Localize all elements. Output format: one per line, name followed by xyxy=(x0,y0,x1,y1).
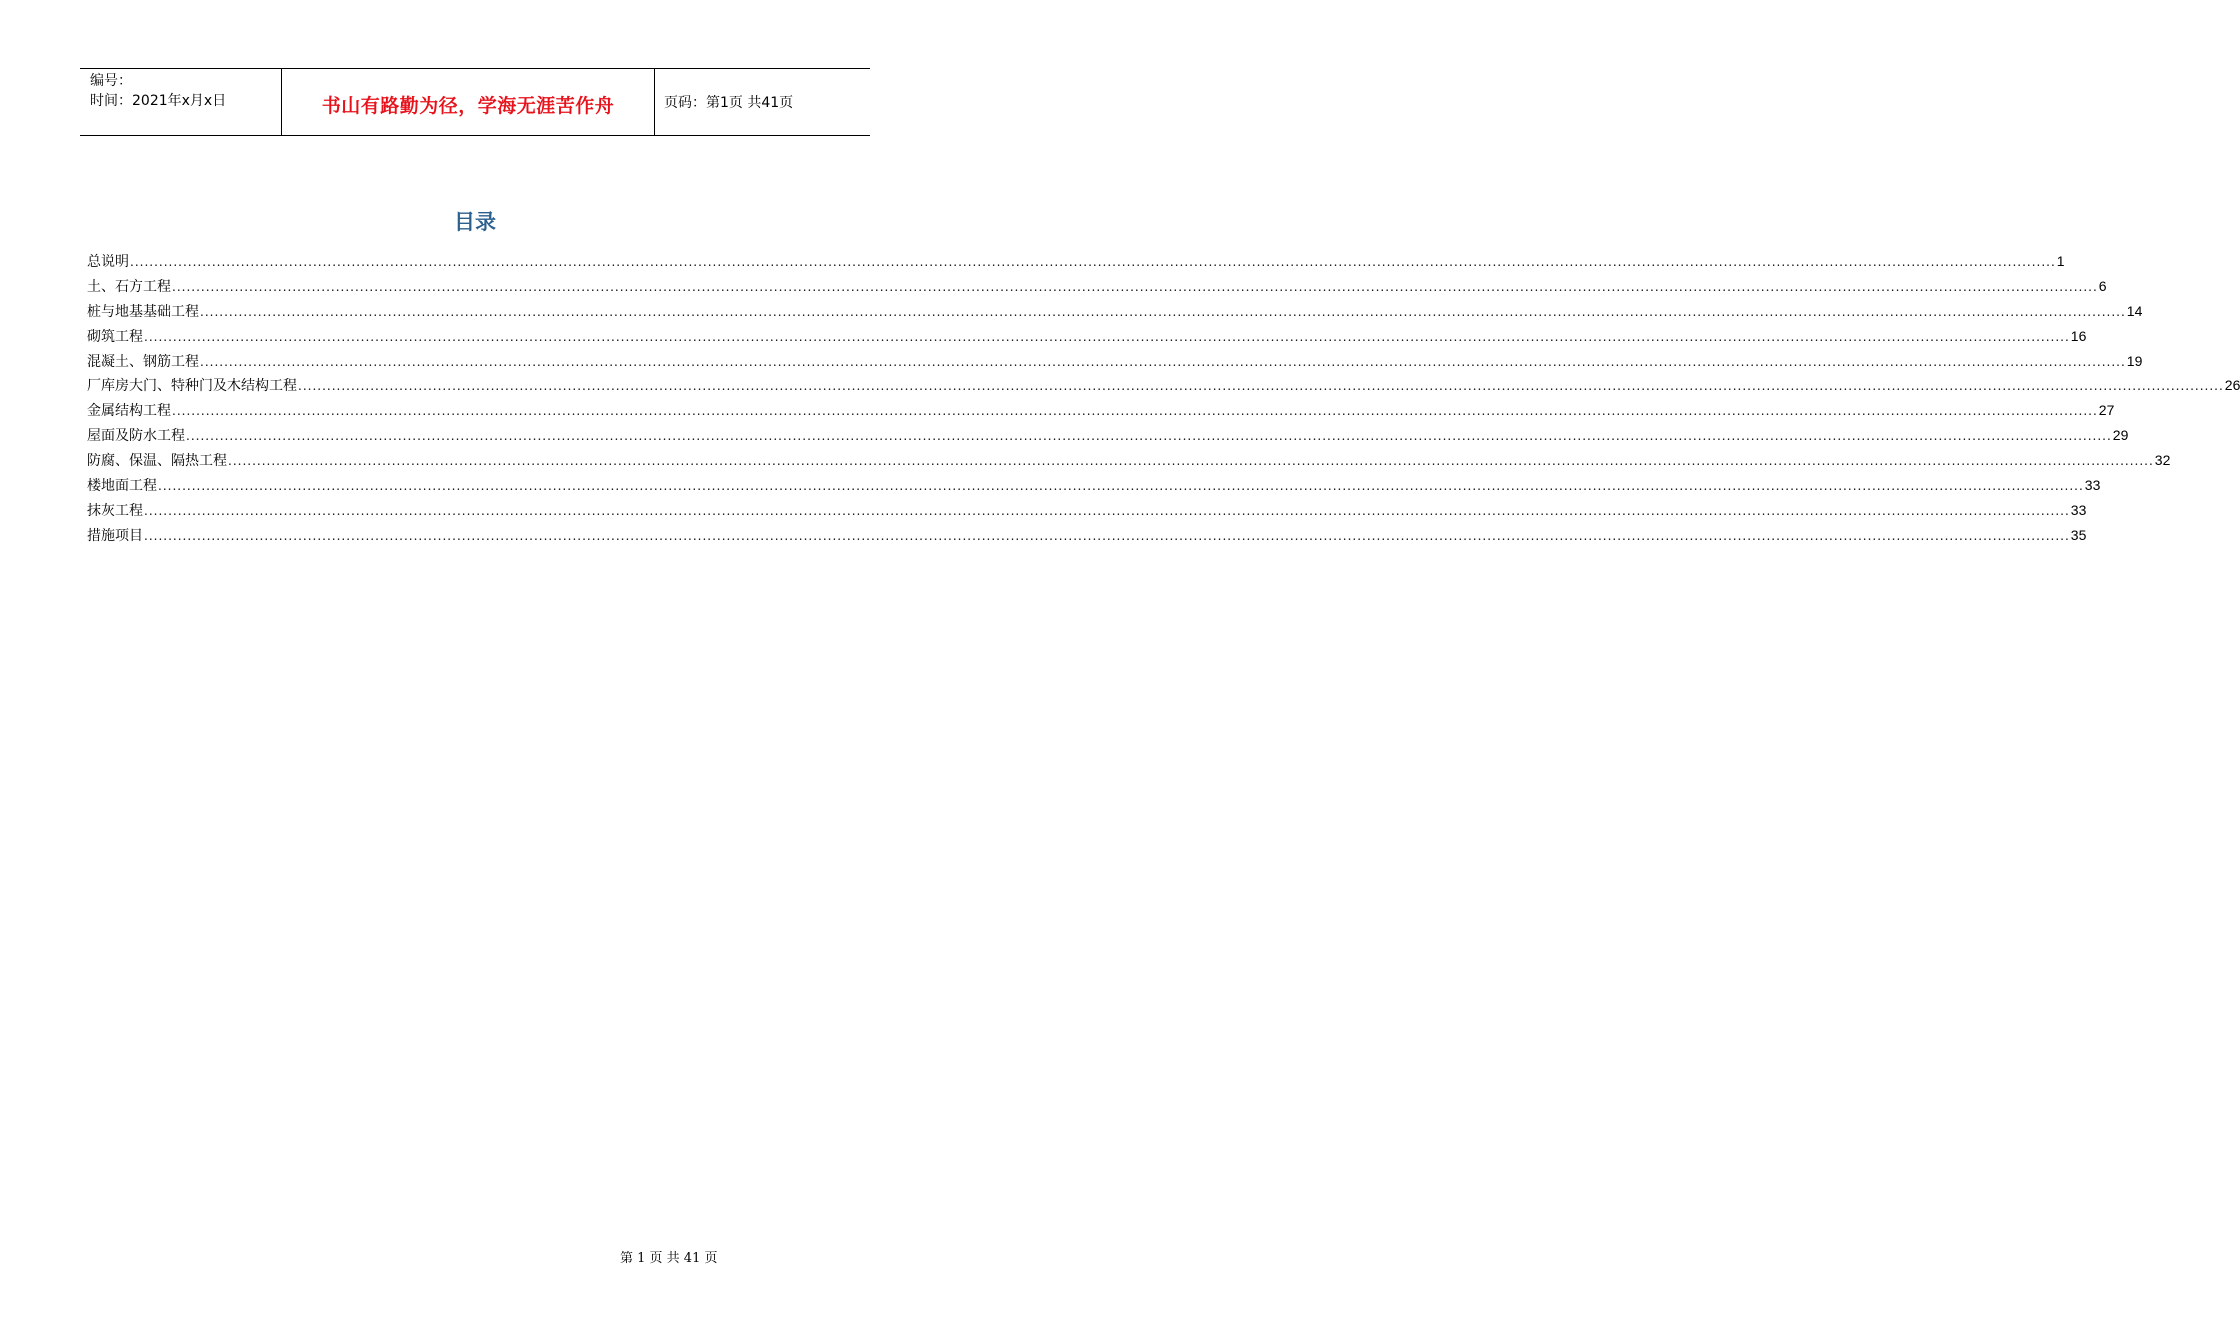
toc-entry-page: 27 xyxy=(2098,402,2115,419)
toc-entry-page: 35 xyxy=(2070,526,2087,543)
toc-entry[interactable] xyxy=(87,500,2087,525)
toc-title: 目录 xyxy=(454,210,496,234)
toc-entry-page: 6 xyxy=(2098,277,2107,294)
toc-leader-dots: ................................................................................................................................................................................................................................................................................................................................................................................................................ xyxy=(144,503,2070,518)
date-label: 时间：2021年x月x日 xyxy=(90,93,227,109)
toc-entry[interactable] xyxy=(87,425,2129,450)
toc-entry[interactable] xyxy=(87,525,2087,550)
toc-entry[interactable] xyxy=(87,351,2143,376)
toc-leader-dots: ................................................................................................................................................................................................................................................................................................................................................................................................................ xyxy=(228,454,2154,469)
toc-entry-label: 厂库房大门、特种门及木结构工程 xyxy=(87,378,297,395)
toc-entry[interactable] xyxy=(87,276,2107,301)
toc-entry-page: 1 xyxy=(2056,253,2065,269)
toc-entry[interactable] xyxy=(87,400,2115,425)
toc-entry-label: 总说明 xyxy=(87,254,129,270)
toc-entry-label: 土、石方工程 xyxy=(87,278,171,295)
page-info: 页码：第1页 共41页 xyxy=(664,95,794,111)
toc-entry-page: 29 xyxy=(2112,427,2129,444)
toc-entry-page: 26 xyxy=(2224,377,2240,394)
toc-leader-dots: ................................................................................................................................................................................................................................................................................................................................................................................................................ xyxy=(186,429,2112,444)
toc-entry[interactable] xyxy=(87,475,2101,500)
page-header xyxy=(80,68,870,136)
toc-leader-dots: ................................................................................................................................................................................................................................................................................................................................................................................................................ xyxy=(172,404,2098,419)
toc-entry-label: 楼地面工程 xyxy=(87,478,157,495)
page-footer: 第 1 页 共 41 页 xyxy=(620,1251,718,1266)
toc-entry-label: 砌筑工程 xyxy=(87,328,143,345)
serial-number-label: 编号： xyxy=(90,73,132,89)
toc-entry-page: 19 xyxy=(2126,352,2143,369)
toc-leader-dots: ................................................................................................................................................................................................................................................................................................................................................................................................................ xyxy=(144,528,2070,543)
toc-entry-label: 金属结构工程 xyxy=(87,403,171,420)
toc-leader-dots: ................................................................................................................................................................................................................................................................................................................................................................................................................ xyxy=(200,304,2126,319)
toc-entry-page: 33 xyxy=(2070,501,2087,518)
toc-entry[interactable] xyxy=(87,450,2171,475)
toc-entry-page: 32 xyxy=(2154,452,2171,469)
toc-entry-label: 屋面及防水工程 xyxy=(87,428,185,445)
toc-leader-dots: ................................................................................................................................................................................................................................................................................................................................................................................................................ xyxy=(158,479,2084,494)
toc-leader-dots: ................................................................................................................................................................................................................................................................................................................................................................................................................ xyxy=(130,255,2056,269)
toc-entry[interactable] xyxy=(87,326,2087,351)
toc-entry-label: 桩与地基基础工程 xyxy=(87,303,199,320)
toc-entry[interactable] xyxy=(87,301,2143,326)
header-motto-cell xyxy=(282,69,655,135)
toc-entry-page: 33 xyxy=(2084,477,2101,494)
toc-entry-label: 抹灰工程 xyxy=(87,502,143,519)
header-meta-cell xyxy=(80,69,282,135)
toc-leader-dots: ................................................................................................................................................................................................................................................................................................................................................................................................................ xyxy=(298,379,2224,394)
toc-entry-label: 防腐、保温、隔热工程 xyxy=(87,453,227,470)
toc-entry-page: 16 xyxy=(2070,327,2087,344)
motto-text: 书山有路勤为径，学海无涯苦作舟 xyxy=(321,94,615,117)
toc-entry[interactable] xyxy=(87,251,2065,276)
toc-leader-dots: ................................................................................................................................................................................................................................................................................................................................................................................................................ xyxy=(172,279,2098,294)
table-of-contents xyxy=(87,251,2240,550)
toc-entry-label: 措施项目 xyxy=(87,527,143,544)
toc-entry-page: 14 xyxy=(2126,302,2143,319)
toc-entry-label: 混凝土、钢筋工程 xyxy=(87,353,199,370)
toc-entry[interactable] xyxy=(87,375,2240,400)
toc-leader-dots: ................................................................................................................................................................................................................................................................................................................................................................................................................ xyxy=(144,329,2070,344)
toc-leader-dots: ................................................................................................................................................................................................................................................................................................................................................................................................................ xyxy=(200,354,2126,369)
header-page-cell xyxy=(655,69,870,135)
